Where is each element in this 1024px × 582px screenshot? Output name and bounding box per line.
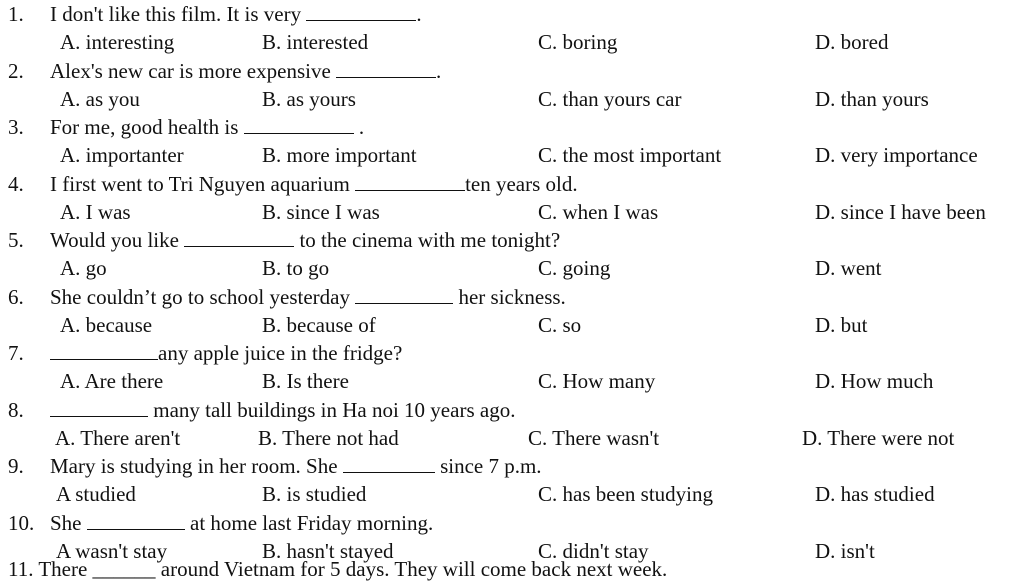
option-c: C. boring xyxy=(538,30,618,54)
stem-text: I first went to Tri Nguyen aquarium xyxy=(50,172,356,196)
stem-text: She couldn’t go to school yesterday xyxy=(50,285,356,309)
option-c: C. There wasn't xyxy=(528,426,660,450)
answer-blank xyxy=(244,116,354,134)
question-number: 1. xyxy=(8,2,24,26)
answer-blank xyxy=(184,229,294,247)
option-d: D. isn't xyxy=(815,539,875,563)
question-stem xyxy=(50,2,422,27)
option-b: B. to go xyxy=(262,256,330,280)
stem-text: ten years old. xyxy=(465,172,578,196)
option-d: D. but xyxy=(815,313,868,337)
answer-blank xyxy=(343,455,435,473)
stem-text: Would you like xyxy=(50,228,185,252)
question-stem xyxy=(50,398,515,423)
question-stem xyxy=(50,172,578,197)
option-a: A. Are there xyxy=(60,369,164,393)
answer-blank xyxy=(306,3,416,21)
stem-text: . xyxy=(416,2,422,26)
option-c: C. has been studying xyxy=(538,482,713,506)
option-b: B. Is there xyxy=(262,369,349,393)
question-number: 8. xyxy=(8,398,24,422)
option-a: A studied xyxy=(56,482,136,506)
option-b: B. since I was xyxy=(262,200,380,224)
question-stem xyxy=(50,115,364,140)
option-c: C. going xyxy=(538,256,611,280)
option-b: B. interested xyxy=(262,30,369,54)
option-c: C. the most important xyxy=(538,143,722,167)
answer-blank xyxy=(50,342,158,360)
cutoff-next-question xyxy=(0,557,1024,581)
answer-blank xyxy=(355,173,465,191)
answer-blank xyxy=(87,512,185,530)
question-stem xyxy=(50,285,566,310)
stem-text: since 7 p.m. xyxy=(434,454,542,478)
stem-text: . xyxy=(353,115,365,139)
option-d: D. went xyxy=(815,256,882,280)
stem-text: many tall buildings in Ha noi 10 years ago. xyxy=(148,398,516,422)
question-stem xyxy=(50,59,441,84)
option-a: A. because xyxy=(60,313,153,337)
stem-text: . xyxy=(436,59,442,83)
cutoff-text: 11. There ______ around Vietnam for 5 days. They will come back next week. xyxy=(8,557,668,581)
question-number: 7. xyxy=(8,341,24,365)
option-a: A. as you xyxy=(60,87,140,111)
stem-text: For me, good health is xyxy=(50,115,244,139)
option-c: C. How many xyxy=(538,369,656,393)
option-d: D. than yours xyxy=(815,87,929,111)
option-b: B. is studied xyxy=(262,482,367,506)
option-b: B. as yours xyxy=(262,87,356,111)
option-c: C. so xyxy=(538,313,582,337)
option-b: B. more important xyxy=(262,143,417,167)
question-number: 5. xyxy=(8,228,24,252)
option-a: A. There aren't xyxy=(55,426,181,450)
stem-text: I don't like this film. It is very xyxy=(50,2,307,26)
option-a: A wasn't stay xyxy=(56,539,168,563)
option-b: B. hasn't stayed xyxy=(262,539,394,563)
question-stem xyxy=(50,341,402,366)
question-number: 4. xyxy=(8,172,24,196)
question-number: 9. xyxy=(8,454,24,478)
option-c: C. when I was xyxy=(538,200,659,224)
question-stem xyxy=(50,228,560,253)
question-number: 3. xyxy=(8,115,24,139)
option-c: C. didn't stay xyxy=(538,539,649,563)
stem-text: She xyxy=(50,511,87,535)
stem-text: her sickness. xyxy=(453,285,566,309)
option-d: D. There were not xyxy=(802,426,955,450)
answer-blank xyxy=(355,286,453,304)
stem-text: Alex's new car is more expensive xyxy=(50,59,337,83)
question-number: 2. xyxy=(8,59,24,83)
option-a: A. interesting xyxy=(60,30,175,54)
answer-blank xyxy=(336,60,436,78)
option-a: A. go xyxy=(60,256,107,280)
option-d: D. has studied xyxy=(815,482,935,506)
option-b: B. There not had xyxy=(258,426,399,450)
answer-blank xyxy=(50,399,148,417)
option-a: A. I was xyxy=(60,200,131,224)
option-d: D. since I have been xyxy=(815,200,986,224)
stem-text: Mary is studying in her room. She xyxy=(50,454,343,478)
option-d: D. How much xyxy=(815,369,934,393)
question-number: 10. xyxy=(8,511,35,535)
stem-text: at home last Friday morning. xyxy=(184,511,434,535)
stem-text: to the cinema with me tonight? xyxy=(294,228,561,252)
option-d: D. very importance xyxy=(815,143,978,167)
question-stem xyxy=(50,454,542,479)
question-number: 6. xyxy=(8,285,24,309)
question-stem xyxy=(50,511,433,536)
option-c: C. than yours car xyxy=(538,87,682,111)
option-d: D. bored xyxy=(815,30,889,54)
option-a: A. importanter xyxy=(60,143,184,167)
option-b: B. because of xyxy=(262,313,376,337)
stem-text: any apple juice in the fridge? xyxy=(158,341,403,365)
